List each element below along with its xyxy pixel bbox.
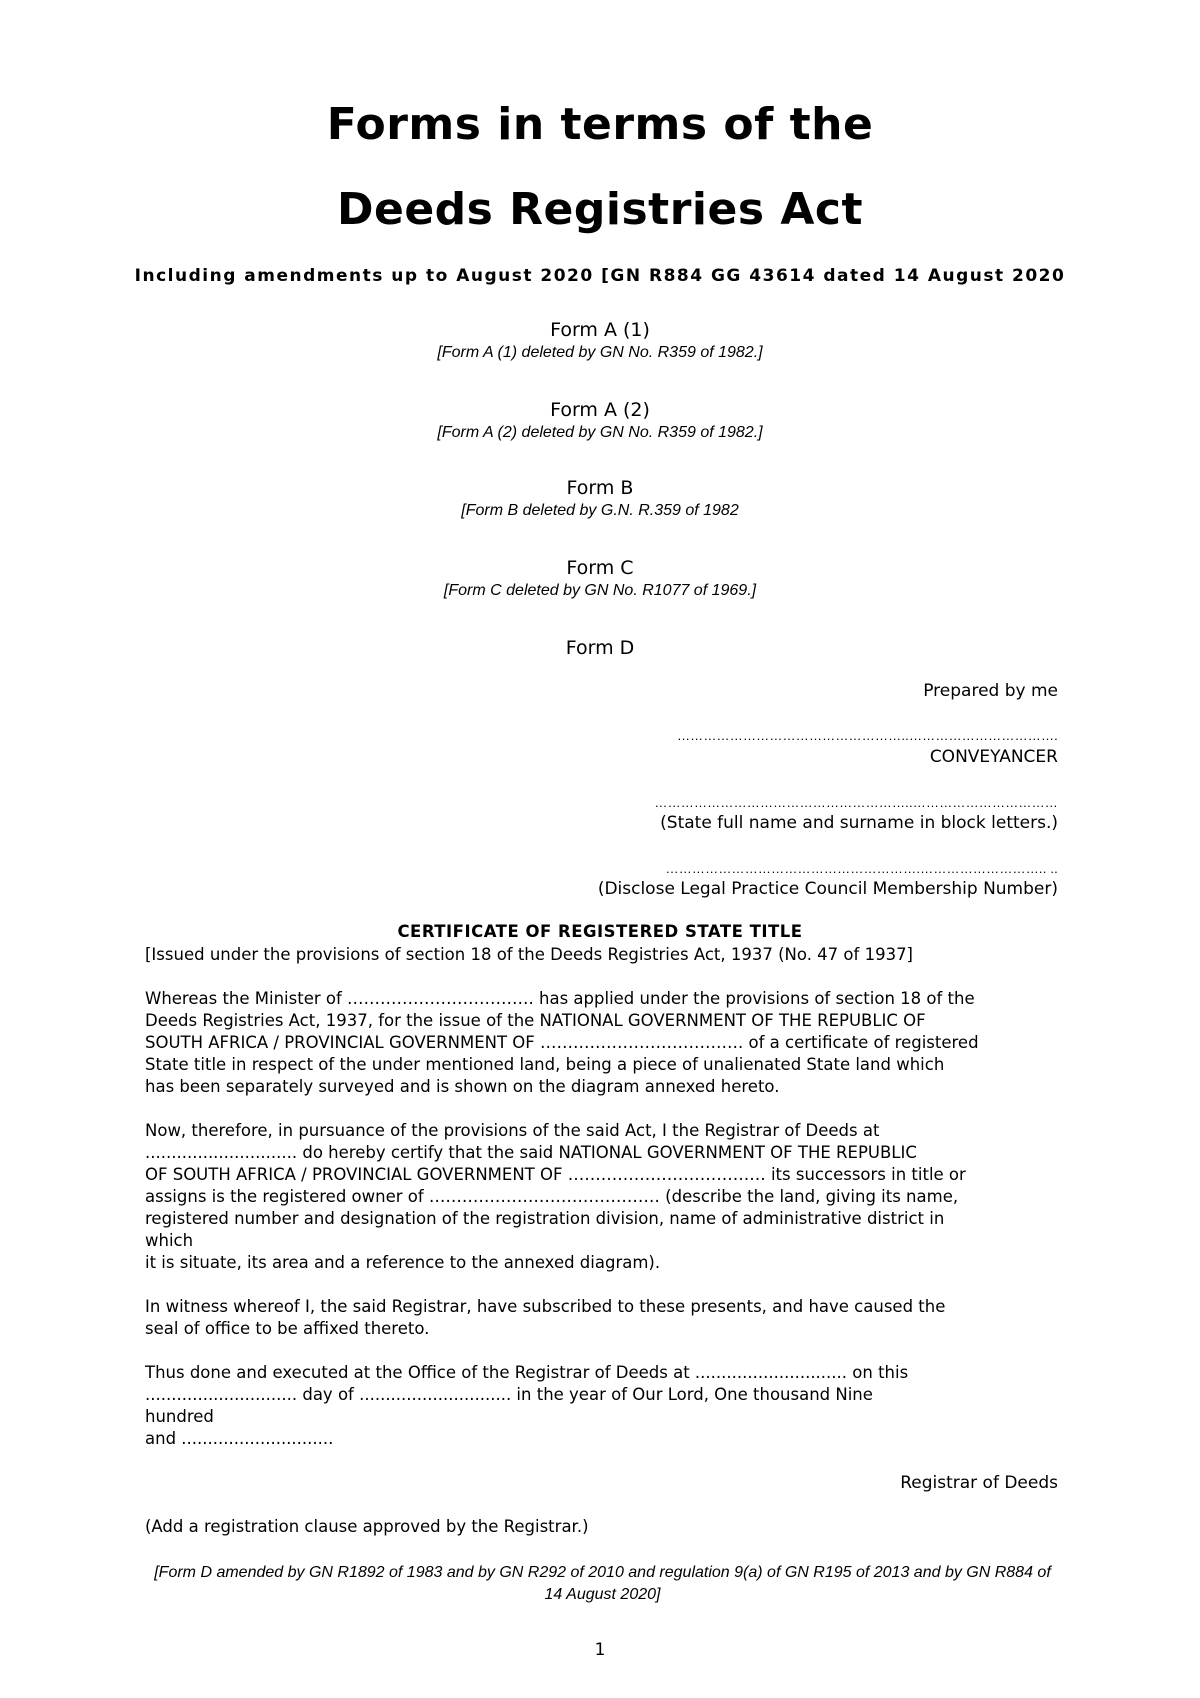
disclose-lpc-label: (Disclose Legal Practice Council Membership Number) (597, 879, 1058, 899)
issued-under: [Issued under the provisions of section 18 of the Deeds Registries Act, 1937 (No. 47 of 1937] (145, 945, 913, 964)
title-line-2: Deeds Registries Act (336, 184, 864, 235)
state-full-name-label: (State full name and surname in block letters.) (660, 813, 1058, 833)
certificate-title: CERTIFICATE OF REGISTERED STATE TITLE (397, 922, 803, 941)
form-heading: Form C (566, 557, 634, 579)
form-heading: Form B (566, 477, 634, 499)
form-note: [Form A (1) deleted by GN No. R359 of 1982.] (437, 344, 763, 361)
form-note: [Form C deleted by GN No. R1077 of 1969.] (443, 582, 757, 599)
form-a2-section (0, 398, 1200, 444)
form-note: [Form A (2) deleted by GN No. R359 of 1982.] (437, 424, 763, 441)
membership-line: ………………………………………………….……………………….. .. (665, 861, 1058, 876)
paragraph-now: Now, therefore, in pursuance of the provisions of the said Act, I the Registrar of Deeds at ............................. do hereby certify that the said NATIONAL GOVERNMENT OF THE REPUBLIC OF SOUTH AFRICA / PROVINCIAL GOVERNMENT OF ……………………………… its successors in title or assigns is the registered owner of …………………………………… (describe the land, giving its name, registered number and designation of the registration division, name of administrative district in which it is situate, its area and a reference to the annexed diagram). (145, 1121, 966, 1272)
name-line: …………………………………………………..…………………………… (654, 795, 1058, 810)
form-b-section (0, 476, 1200, 522)
add-clause: (Add a registration clause approved by the Registrar.) (145, 1517, 589, 1536)
paragraph-thus: Thus done and executed at the Office of the Registrar of Deeds at ............................. on this ............................. day of ............................. in the year of Our Lord, One thousand Nine hundred and ............................. (145, 1363, 909, 1448)
registrar-signature: Registrar of Deeds (900, 1473, 1058, 1493)
conveyancer-label: CONVEYANCER (929, 747, 1058, 767)
page-number: 1 (594, 1640, 606, 1660)
form-c-section (0, 556, 1200, 602)
form-heading: Form A (1) (550, 319, 650, 341)
form-a1-section (0, 318, 1200, 364)
paragraph-whereas: Whereas the Minister of ……………………………. has applied under the provisions of section 18 of the Deeds Registries Act, 1937, for the issue of the NATIONAL GOVERNMENT OF THE REPUBLIC OF SOUTH AFRICA / PROVINCIAL GOVERNMENT OF ………………………………. of a certificate of registered State title in respect of the under mentioned land, being a piece of unalienated State land which has been separately surveyed and is shown on the diagram annexed hereto. (145, 989, 979, 1096)
subtitle: Including amendments up to August 2020 [GN R884 GG 43614 dated 14 August 2020 (134, 266, 1066, 286)
signature-line-conveyancer: ……………………………………………..……………………………. (676, 728, 1058, 743)
prepared-by: Prepared by me (923, 681, 1058, 701)
form-note: [Form B deleted by G.N. R.359 of 1982 (461, 502, 739, 519)
form-heading: Form D (565, 637, 635, 659)
paragraph-witness: In witness whereof I, the said Registrar, have subscribed to these presents, and have caused the seal of office to be affixed thereto. (145, 1297, 946, 1338)
footer-note: [Form D amended by GN R1892 of 1983 and by GN R292 of 2010 and regulation 9(a) of GN R195 of 2013 and by GN R884 of 14 August 2020] (154, 1564, 1051, 1603)
form-heading: Form A (2) (550, 399, 650, 421)
title-line-1: Forms in terms of the (326, 99, 874, 150)
form-d-section (0, 636, 1200, 660)
